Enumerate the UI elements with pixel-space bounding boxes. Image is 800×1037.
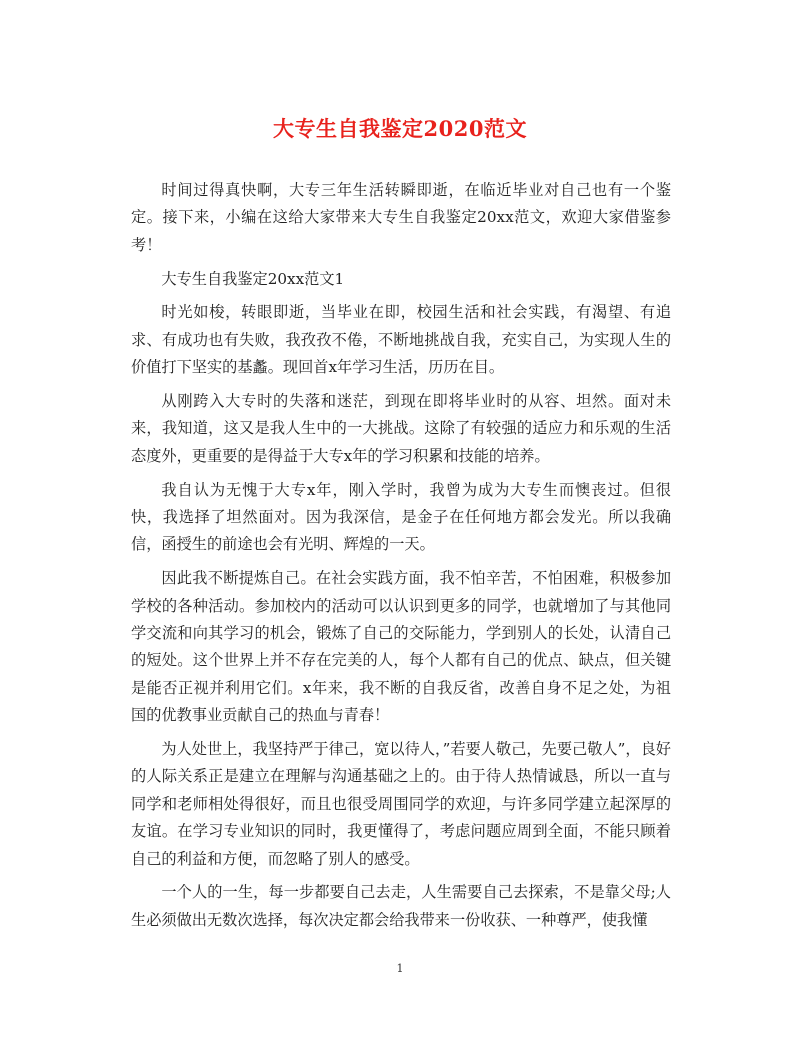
- paragraph: 为人处世上，我坚持严于律己，宽以待人，”若要人敬己，先要己敬人”，良好的人际关系正是建立在理解与沟通基础之上的。由于待人热情诚恳，所以一直与同学和老师相处得很好，而且也很受周围同学的欢迎，与许多同学建立起深厚的友谊。在学习专业知识的同时，我更懂得了，考虑问题应周到全面，不能只顾着自己的利益和方便，而忽略了别人的感受。: [131, 740, 671, 868]
- paragraph: 时光如梭，转眼即逝，当毕业在即，校园生活和社会实践，有渴望、有追求、有成功也有失败，我孜孜不倦，不断地挑战自我，充实自己，为实现人生的价值打下坚实的基蠡。现回首x年学习生活，历历在目。: [131, 303, 671, 377]
- page-number: 1: [396, 962, 404, 975]
- paragraph: 我自认为无愧于大专x年，刚入学时，我曾为成为大专生而懊丧过。但很快，我选择了坦然面对。因为我深信，是金子在任何地方都会发光。所以我确信，函授生的前途也会有光明、辉煌的一天。: [131, 480, 671, 554]
- section-heading: 大专生自我鉴定20xx范文1: [161, 269, 345, 288]
- paragraph: 一个人的一生，每一步都要自己去走，人生需要自己去探索，不是靠父母;人生必须做出无数次选择，每次决定都会给我带来一份收获、一种尊严，使我懂: [131, 883, 671, 929]
- document-title: 大专生自我鉴定2020范文: [273, 116, 527, 141]
- paragraph-intro: 时间过得真快啊，大专三年生活转瞬即逝，在临近毕业对自己也有一个鉴定。接下来，小编在这给大家带来大专生自我鉴定20xx范文，欢迎大家借鉴参考！: [131, 181, 671, 254]
- paragraph: 因此我不断提炼自己。在社会实践方面，我不怕辛苦，不怕困难，积极参加学校的各种活动。参加校内的活动可以认识到更多的同学，也就增加了与其他同学交流和向其学习的机会，锻炼了自己的交际能力，学到别人的长处，认清自己的短处。这个世界上并不存在完美的人，每个人都有自己的优点、缺点，但关键是能否正视并利用它们。x年来，我不断的自我反省，改善自身不足之处，为祖国的优教事业贡献自己的热血与青春！: [131, 569, 671, 725]
- paragraph: 从刚跨入大专时的失落和迷茫，到现在即将毕业时的从容、坦然。面对未来，我知道，这又是我人生中的一大挑战。这除了有较强的适应力和乐观的生活态度外，更重要的是得益于大专x年的学习积累和技能的培养。: [131, 392, 671, 465]
- document-body: [131, 177, 671, 941]
